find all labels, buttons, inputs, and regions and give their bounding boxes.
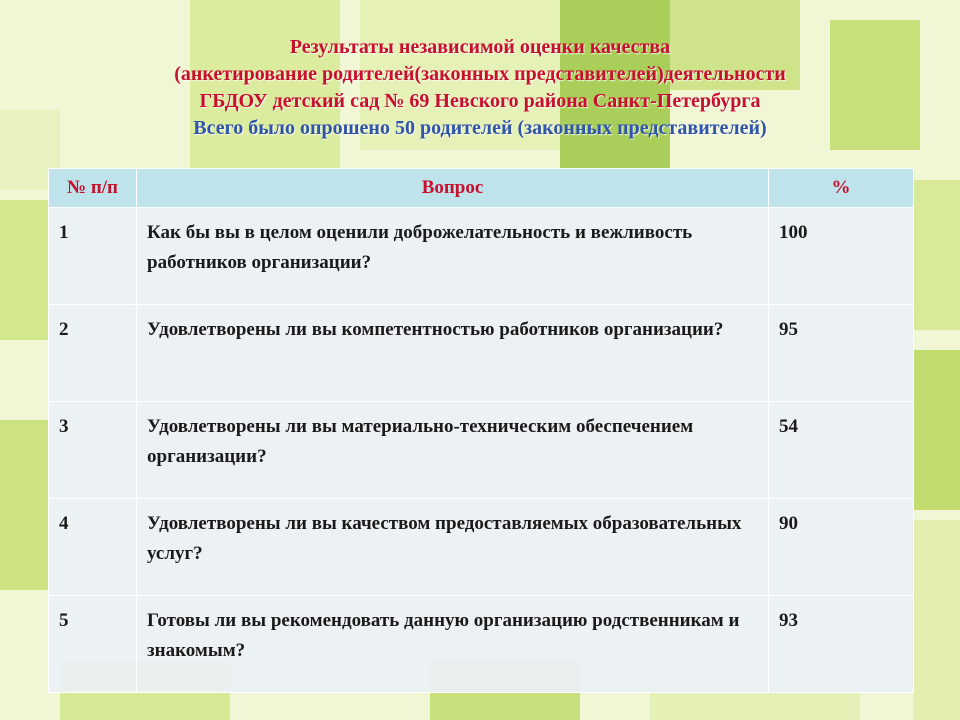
row-number: 1	[49, 208, 137, 305]
table-row	[49, 499, 914, 596]
page-title	[0, 34, 960, 142]
row-question: Удовлетворены ли вы материально-техническим обеспечением организации?	[137, 402, 769, 499]
row-percent: 90	[769, 499, 914, 596]
row-percent: 100	[769, 208, 914, 305]
row-percent: 95	[769, 305, 914, 402]
row-number: 3	[49, 402, 137, 499]
row-number: 4	[49, 499, 137, 596]
row-percent: 93	[769, 596, 914, 693]
table-row	[49, 596, 914, 693]
row-percent: 54	[769, 402, 914, 499]
row-question: Готовы ли вы рекомендовать данную организацию родственникам и знакомым?	[137, 596, 769, 693]
row-number: 2	[49, 305, 137, 402]
row-question: Удовлетворены ли вы компетентностью работников организации?	[137, 305, 769, 402]
column-header-question: Вопрос	[137, 169, 769, 208]
column-header-percent: %	[769, 169, 914, 208]
title-line-2: (анкетирование родителей(законных представителей)деятельности	[174, 63, 786, 85]
results-table	[48, 168, 914, 693]
title-line-3: ГБДОУ детский сад № 69 Невского района Санкт-Петербурга	[199, 90, 761, 112]
row-number: 5	[49, 596, 137, 693]
table-row	[49, 305, 914, 402]
row-question: Удовлетворены ли вы качеством предоставляемых образовательных услуг?	[137, 499, 769, 596]
table-row	[49, 208, 914, 305]
row-question: Как бы вы в целом оценили доброжелательность и вежливость работников организации?	[137, 208, 769, 305]
column-header-number: № п/п	[49, 169, 137, 208]
title-line-1: Результаты независимой оценки качества	[289, 36, 671, 58]
table-row	[49, 402, 914, 499]
table-header-row	[49, 169, 914, 208]
title-line-4: Всего было опрошено 50 родителей (законных представителей)	[193, 117, 767, 139]
